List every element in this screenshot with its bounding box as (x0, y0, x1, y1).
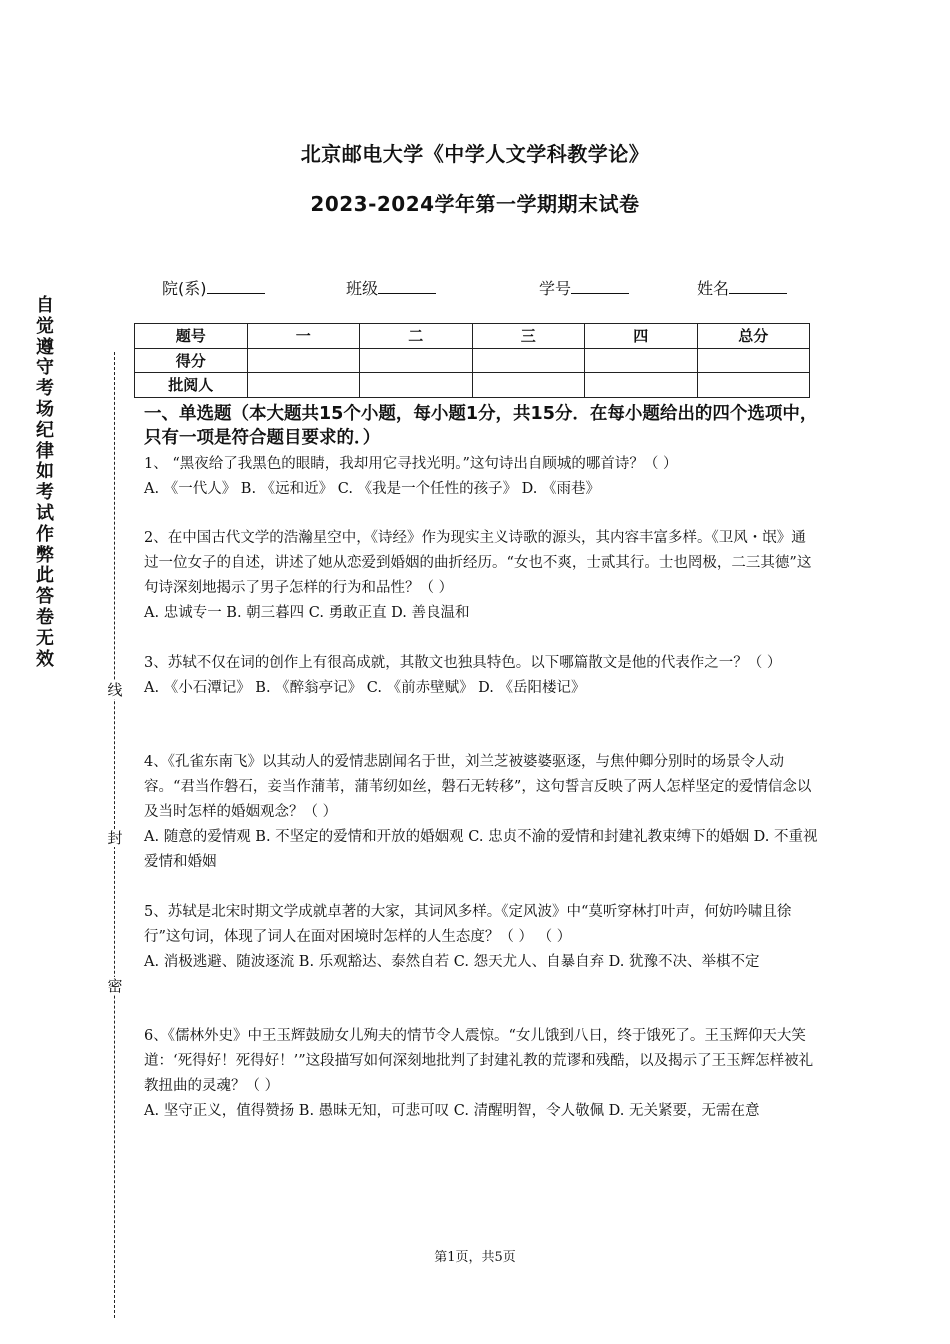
question-4 (144, 750, 820, 875)
binding-warning-char: 作 (36, 523, 54, 545)
binding-warning-char: 弊 (36, 544, 54, 566)
question-1 (144, 452, 820, 502)
section-heading: 一、单选题（本大题共15个小题，每小题1分，共15分．在每小题给出的四个选项中，只有一项是符合题目要求的．） (144, 404, 818, 448)
table-cell[interactable] (360, 373, 473, 398)
dept-label: 院(系) (162, 279, 207, 298)
binding-warning-char: 纪 (36, 419, 54, 441)
table-cell[interactable] (697, 348, 810, 373)
question-stem: 2、在中国古代文学的浩瀚星空中，《诗经》作为现实主义诗歌的源头，其内容丰富多样。《卫风・氓》通过一位女子的自述，讲述了她从恋爱到婚姻的曲折经历。“女也不爽，士贰其行。士也罔极，二三其德”这句诗深刻地揭示了男子怎样的行为和品性？（ ） (144, 530, 812, 596)
binding-warning-char: 卷 (36, 606, 54, 628)
student-id-blank[interactable] (571, 277, 629, 294)
binding-warning-char: 答 (36, 586, 54, 608)
question-5 (144, 900, 820, 975)
binding-warning-char: 考 (36, 482, 54, 504)
binding-warning-char: 考 (36, 378, 54, 400)
question-stem: 5、苏轼是北宋时期文学成就卓著的大家，其词风多样。《定风波》中“莫听穿林打叶声，何妨吟啸且徐行”这句词，体现了词人在面对困境时怎样的人生态度？（ ） （ ） (144, 904, 792, 945)
table-cell[interactable] (472, 373, 585, 398)
table-cell[interactable] (472, 348, 585, 373)
name-label: 姓名 (697, 279, 730, 298)
table-cell[interactable] (585, 348, 698, 373)
question-options: A. 《小石潭记》 B. 《醉翁亭记》 C. 《前赤壁赋》 D. 《岳阳楼记》 (144, 680, 586, 696)
table-cell[interactable] (697, 373, 810, 398)
exam-subtitle: 2023-2024学年第一学期期末试卷 (310, 192, 640, 216)
name-field (697, 276, 787, 299)
class-field (346, 276, 436, 299)
table-cell[interactable] (247, 373, 360, 398)
binding-warning-char: 此 (36, 565, 54, 587)
question-options: A. 《一代人》 B. 《远和近》 C. 《我是一个任性的孩子》 D. 《雨巷》 (144, 481, 601, 497)
question-stem: 6、《儒林外史》中王玉辉鼓励女儿殉夫的情节令人震惊。“女儿饿到八日，终于饿死了。王玉辉仰天大笑道：‘死得好！死得好！’”这段描写如何深刻地批判了封建礼教的荒谬和残酷，以及揭示了王玉辉怎样被礼教扭曲的灵魂？（ ） (144, 1028, 814, 1094)
binding-secret-mark: 密 (107, 977, 123, 995)
binding-warning-char: 觉 (36, 315, 54, 337)
binding-warning-char: 律 (36, 440, 54, 462)
student-id-field (539, 276, 629, 299)
table-cell[interactable] (360, 348, 473, 373)
table-header-cell: 一 (247, 324, 360, 349)
class-label: 班级 (346, 279, 379, 298)
question-options: A. 忠诚专一 B. 朝三暮四 C. 勇敢正直 D. 善良温和 (144, 605, 470, 621)
name-blank[interactable] (729, 277, 787, 294)
dept-blank[interactable] (207, 277, 265, 294)
question-stem: 4、《孔雀东南飞》以其动人的爱情悲剧闻名于世，刘兰芝被婆婆驱逐，与焦仲卿分别时的场景令人动容。“君当作磐石，妾当作蒲苇，蒲苇纫如丝，磐石无转移”，这句誓言反映了两人怎样坚定的爱情信念以及当时怎样的婚姻观念？（ ） (144, 754, 812, 820)
page-number: 第1页，共5页 (434, 1250, 516, 1265)
binding-line-mark: 线 (107, 681, 123, 699)
score-row (135, 348, 810, 373)
question-3 (144, 651, 820, 701)
question-stem: 3、苏轼不仅在词的创作上有很高成就，其散文也独具特色。以下哪篇散文是他的代表作之一？（ ） (144, 655, 782, 671)
question-options: A. 坚守正义，值得赞扬 B. 愚昧无知，可悲可叹 C. 清醒明智，令人敬佩 D. 无关紧要，无需在意 (144, 1103, 760, 1119)
page-title: 北京邮电大学《中学人文学科教学论》 (300, 142, 650, 166)
binding-warning-char: 试 (36, 502, 54, 524)
table-header-cell: 三 (472, 324, 585, 349)
question-options: A. 随意的爱情观 B. 不坚定的爱情和开放的婚姻观 C. 忠贞不渝的爱情和封建礼教束缚下的婚姻 D. 不重视爱情和婚姻 (144, 829, 818, 870)
table-cell[interactable] (247, 348, 360, 373)
table-header-cell: 四 (585, 324, 698, 349)
question-options: A. 消极逃避、随波逐流 B. 乐观豁达、泰然自若 C. 怨天尤人、自暴自弃 D. 犹豫不决、举棋不定 (144, 954, 760, 970)
binding-warning-char: 遵 (36, 336, 54, 358)
student-id-label: 学号 (539, 279, 572, 298)
table-header-cell: 批阅人 (135, 373, 248, 398)
binding-warning-char: 自 (36, 295, 54, 316)
question-6 (144, 1024, 820, 1124)
table-header-cell: 题号 (135, 324, 248, 349)
binding-warning-char: 无 (36, 627, 54, 649)
table-header-cell: 得分 (135, 348, 248, 373)
score-table (134, 323, 810, 398)
score-header-row (135, 324, 810, 349)
class-blank[interactable] (378, 277, 436, 294)
grader-row (135, 373, 810, 398)
table-header-cell: 总分 (697, 324, 810, 349)
binding-warning-char: 如 (36, 461, 54, 483)
table-cell[interactable] (585, 373, 698, 398)
question-2 (144, 526, 820, 626)
dept-field (162, 276, 265, 299)
question-stem: 1、 “黑夜给了我黑色的眼睛，我却用它寻找光明。”这句诗出自顾城的哪首诗？（ ） (144, 456, 678, 472)
table-header-cell: 二 (360, 324, 473, 349)
binding-warning-char: 场 (36, 398, 54, 420)
binding-seal-mark: 封 (107, 829, 123, 847)
binding-warning (34, 296, 56, 670)
binding-warning-char: 效 (36, 648, 54, 670)
binding-warning-char: 守 (36, 357, 54, 379)
